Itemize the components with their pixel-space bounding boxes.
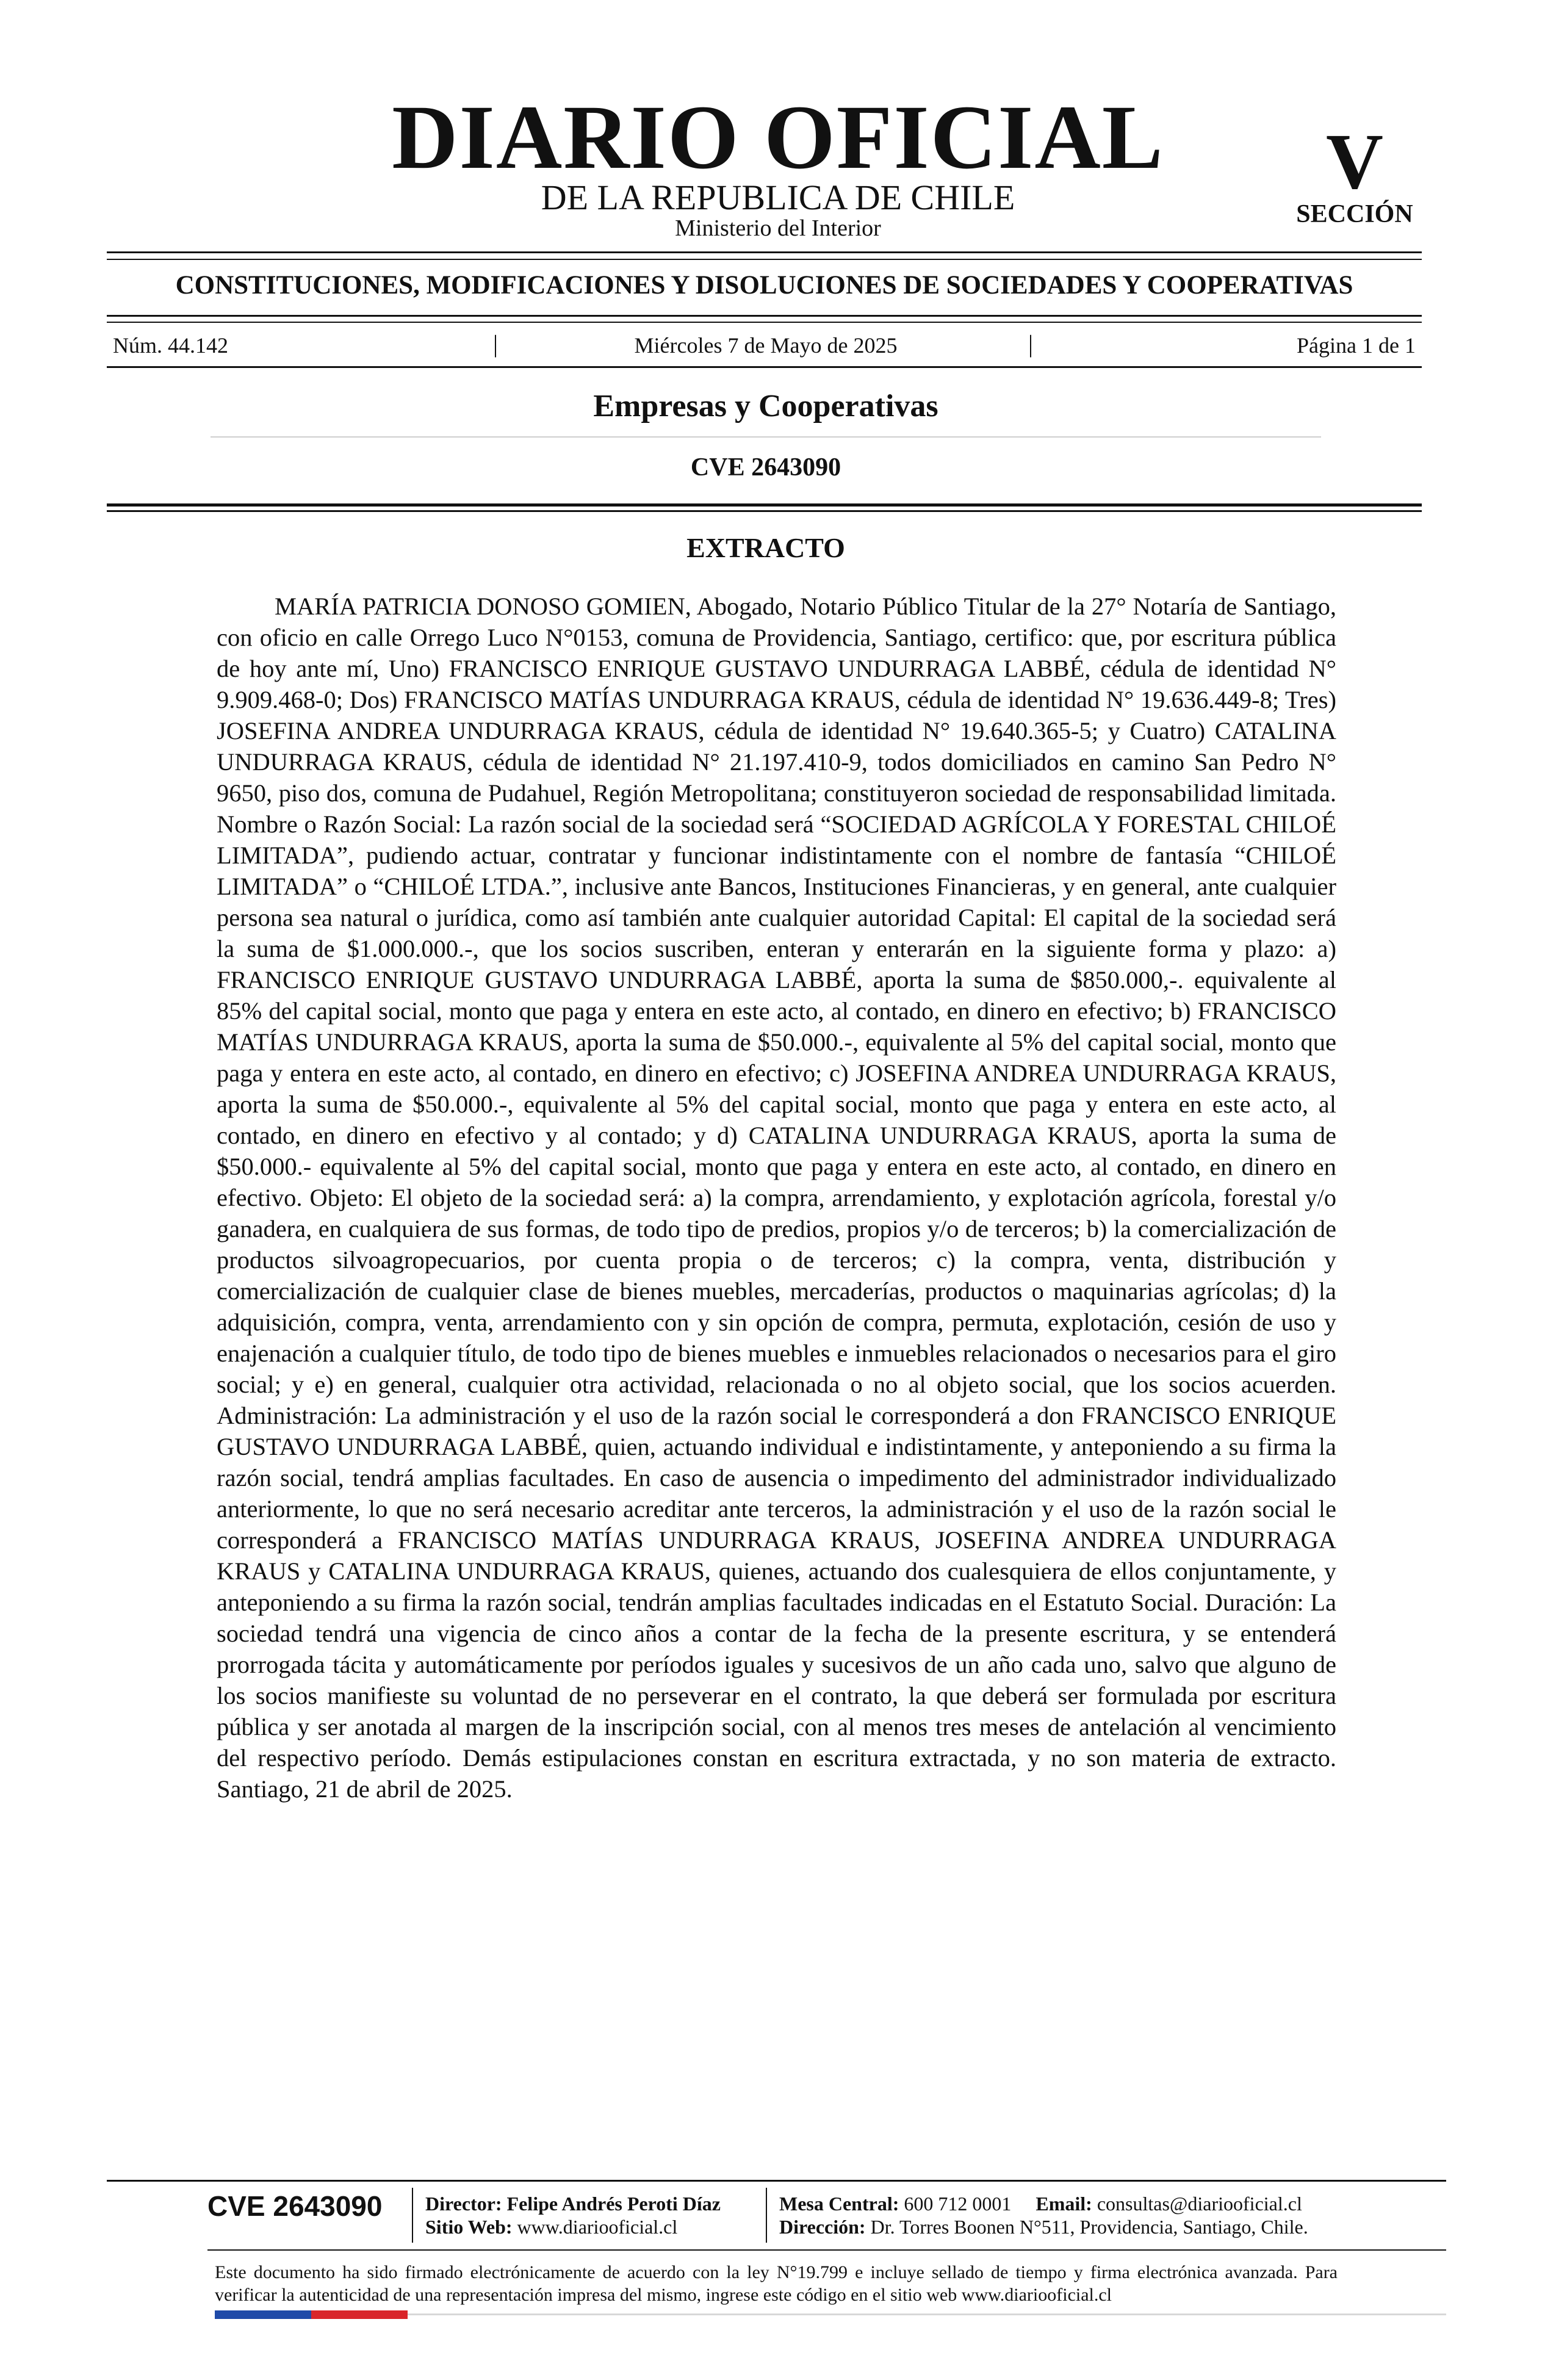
website-link[interactable]: www.diariooficial.cl xyxy=(517,2216,678,2238)
issue-page: Página 1 de 1 xyxy=(1297,333,1416,358)
extract-heading: EXTRACTO xyxy=(686,532,845,563)
section-banner: CONSTITUCIONES, MODIFICACIONES Y DISOLUCIONES DE SOCIEDADES Y COOPERATIVAS xyxy=(175,271,1353,300)
footer-legal-note: Este documento ha sido firmado electrónicamente de acuerdo con la ley N°19.799 e incluye sellado de tiempo y firma electrónica avanzada. Para verificar la autenticidad de una representación impresa del mismo, ingrese este código en el sitio web www.diariooficial.cl xyxy=(215,2262,1338,2305)
footer-contact xyxy=(779,2194,1302,2213)
footer-director xyxy=(425,2194,721,2213)
flag-color-bar xyxy=(215,2310,408,2319)
divider xyxy=(107,259,1422,260)
section-letter: V xyxy=(1326,118,1383,206)
extract-body: MARÍA PATRICIA DONOSO GOMIEN, Abogado, Notario Público Titular de la 27° Notaría de Santiago, con oficio en calle Orrego Luco N°0153, comuna de Providencia, Santiago, certifico: que, por escritura pública de hoy ante mí, Uno) FRANCISCO ENRIQUE GUSTAVO UNDURRAGA LABBÉ, cédula de identidad N° 9.909.468-0; Dos) FRANCISCO MATÍAS UNDURRAGA KRAUS, cédula de identidad N° 19.636.449-8; Tres) JOSEFINA ANDREA UNDURRAGA KRAUS, cédula de identidad N° 19.640.365-5; y Cuatro) CATALINA UNDURRAGA KRAUS, cédula de identidad N° 21.197.410-9, todos domiciliados en camino San Pedro N° 9650, piso dos, comuna de Pudahuel, Región Metropolitana; constituyeron sociedad de responsabilidad limitada. Nombre o Razón Social: La razón social de la sociedad será “SOCIEDAD AGRÍCOLA Y FORESTAL CHILOÉ LIMITADA”, pudiendo actuar, contratar y funcionar indistintamente con el nombre de fantasía “CHILOÉ LIMITADA” o “CHILOÉ LTDA.”, inclusive ante Bancos, Instituciones Financieras, y en general, ante cualquier persona sea natural o jurídica, como así también ante cualquier autoridad Capital: El capital de la sociedad será la suma de $1.000.000.-, que los socios suscriben, enteran y enterarán en la siguiente forma y plazo: a) FRANCISCO ENRIQUE GUSTAVO UNDURRAGA LABBÉ, aporta la suma de $850.000,-. equivalente al 85% del capital social, monto que paga y entera en este acto, al contado, en dinero en efectivo; b) FRANCISCO MATÍAS UNDURRAGA KRAUS, aporta la suma de $50.000.-, equivalente al 5% del capital social, monto que paga y entera en este acto, al contado, en dinero en efectivo; c) JOSEFINA ANDREA UNDURRAGA KRAUS, aporta la suma de $50.000.-, equivalente al 5% del capital social, monto que paga y entera en este acto, al contado, en dinero en efectivo y al contado; y d) CATALINA UNDURRAGA KRAUS, aporta la suma de $50.000.- equivalente al 5% del capital social, monto que paga y entera en este acto, al contado, en dinero en efectivo. Objeto: El objeto de la sociedad será: a) la compra, arrendamiento, y explotación agrícola, forestal y/o ganadera, en cualquiera de sus formas, de todo tipo de predios, propios y/o de terceros; b) la comercialización de productos silvoagropecuarios, por cuenta propia o de terceros; c) la compra, venta, distribución y comercialización de cualquier clase de bienes muebles, mercaderías, productos o maquinarias agrícolas; d) la adquisición, compra, venta, arrendamiento con y sin opción de compra, permuta, explotación, cesión de uso y enajenación a cualquier título, de todo tipo de bienes muebles e inmuebles relacionados o necesarios para el giro social; y e) en general, cualquier otra actividad, relacionada o no al objeto social, que los socios acuerden. Administración: La administración y el uso de la razón social le corresponderá a don FRANCISCO ENRIQUE GUSTAVO UNDURRAGA LABBÉ, quien, actuando individual e indistintamente, y anteponiendo a su firma la razón social, tendrá amplias facultades. En caso de ausencia o impedimento del administrador individualizado anteriormente, lo que no será necesario acreditar ante terceros, la administración y el uso de la razón social le corresponderá a FRANCISCO MATÍAS UNDURRAGA KRAUS, JOSEFINA ANDREA UNDURRAGA KRAUS y CATALINA UNDURRAGA KRAUS, quienes, actuando dos cualesquiera de ellos conjuntamente, y anteponiendo a su firma la razón social, tendrán amplias facultades indicadas en el Estatuto Social. Duración: La sociedad tendrá una vigencia de cinco años a contar de la fecha de la presente escritura, y se entenderá prorrogada tácita y automáticamente por períodos iguales y sucesivos de un año cada uno, salvo que alguno de los socios manifieste su voluntad de no perseverar en el contrato, la que deberá ser formulada por escritura pública y ser anotada al margen de la inscripción social, con al menos tres meses de antelación al vencimiento del respectivo período. Demás estipulaciones constan en escritura extractada, y no son materia de extracto. Santiago, 21 de abril de 2025. xyxy=(217,593,1336,1803)
issue-separator: | xyxy=(1028,330,1034,358)
footer-separator xyxy=(766,2188,767,2243)
footer-separator xyxy=(412,2188,413,2243)
email-link[interactable]: consultas@diariooficial.cl xyxy=(1097,2193,1302,2215)
footer-website xyxy=(425,2217,677,2237)
email-label: Email: xyxy=(1036,2193,1092,2215)
director-name: Felipe Andrés Peroti Díaz xyxy=(506,2193,721,2215)
issue-date: Miércoles 7 de Mayo de 2025 xyxy=(634,333,898,358)
divider xyxy=(107,251,1422,253)
flag-bar-red xyxy=(311,2310,408,2319)
flag-bar-blue xyxy=(215,2310,311,2319)
divider xyxy=(107,322,1422,323)
footer-divider xyxy=(207,2249,1446,2251)
director-label: Director: xyxy=(425,2193,502,2215)
footer-cve-code: CVE 2643090 xyxy=(207,2190,383,2222)
website-label: Sitio Web: xyxy=(425,2216,513,2238)
divider xyxy=(211,436,1321,438)
divider xyxy=(107,503,1422,507)
phone-label: Mesa Central: xyxy=(779,2193,899,2215)
issue-separator: | xyxy=(493,330,499,358)
masthead-ministry: Ministerio del Interior xyxy=(675,215,881,241)
cve-code: CVE 2643090 xyxy=(690,453,841,481)
masthead-subtitle: DE LA REPUBLICA DE CHILE xyxy=(541,178,1015,217)
address-label: Dirección: xyxy=(779,2216,866,2238)
divider xyxy=(107,366,1422,368)
issue-number: Núm. 44.142 xyxy=(113,333,228,358)
phone-value: 600 712 0001 xyxy=(904,2193,1012,2215)
footer-divider xyxy=(107,2180,1446,2182)
masthead-title: DIARIO OFICIAL xyxy=(392,87,1164,188)
footer-address xyxy=(779,2217,1308,2237)
category-title: Empresas y Cooperativas xyxy=(593,389,938,424)
section-label: SECCIÓN xyxy=(1296,200,1413,228)
divider xyxy=(107,510,1422,512)
footer-divider xyxy=(408,2313,1446,2315)
divider xyxy=(107,315,1422,317)
address-value: Dr. Torres Boonen N°511, Providencia, Santiago, Chile. xyxy=(870,2216,1308,2238)
